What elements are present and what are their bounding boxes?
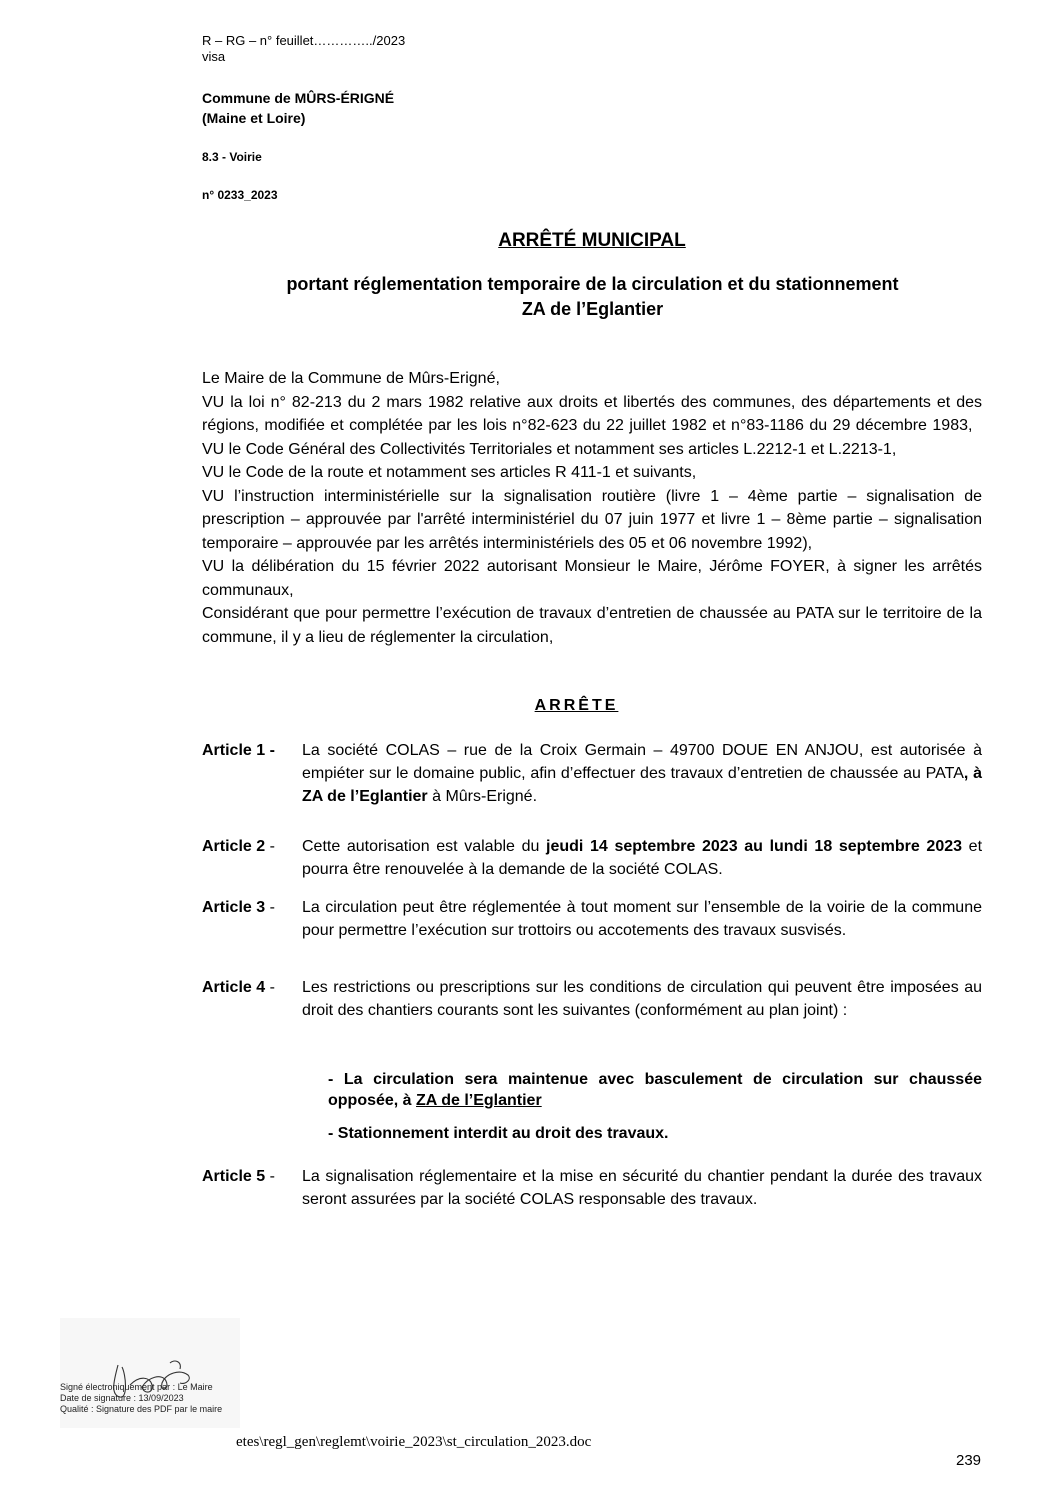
article-2-dates: jeudi 14 septembre 2023 au lundi 18 septembre 2023 [546,838,963,855]
preamble-line: VU la délibération du 15 février 2022 autorisant Monsieur le Maire, Jérôme FOYER, à signer les arrêtés communaux, [202,558,982,599]
category-label: 8.3 - Voirie [202,150,262,164]
article-2-dash: - [265,838,275,855]
article-5-text: La signalisation réglementaire et la mise en sécurité du chantier pendant la durée des travaux seront assurées par la société COLAS responsable des travaux. [302,1168,982,1208]
preamble [202,367,982,649]
article-4-text: Les restrictions ou prescriptions sur les conditions de circulation qui peuvent être imposées au droit des chantiers courants sont les suivantes (conformément au plan joint) : [302,979,982,1019]
commune-name: Commune de MÛRS-ÉRIGNÉ [202,90,395,106]
article-1-label: Article 1 - [202,742,275,759]
article-3-text: La circulation peut être réglementée à tout moment sur l’ensemble de la voirie de la commune pour permettre l’exécution sur trottoirs ou accotements des travaux susvisés. [302,899,982,939]
subtitle-line-2: ZA de l’Eglantier [521,299,664,319]
article-3-label-text: Article 3 [202,899,266,916]
bullet-1-location: ZA de l’Eglantier [416,1092,542,1109]
preamble-line: VU la loi n° 82-213 du 2 mars 1982 relative aux droits et libertés des communes, des départements et des régions, modifiée et complétée par les lois n°82-623 du 22 juillet 1982 et n°83-1186 du 29 décembre 1983, [202,393,982,434]
preamble-line: Le Maire de la Commune de Mûrs-Erigné, [202,370,500,387]
article-5-label-text: Article 5 [202,1168,266,1185]
signature-date: Date de signature : 13/09/2023 [60,1393,184,1403]
article-2-body: Cette autorisation est valable du [302,838,547,855]
signature-quality: Qualité : Signature des PDF par le maire [60,1404,223,1414]
article-1-location: , à ZA de l’Eglantier [302,765,983,805]
document-file-path: etes\regl_gen\reglemt\voirie_2023\st_circulation_2023.doc [236,1434,592,1450]
article-4-label-text: Article 4 [202,979,266,996]
article-2-body-end: et pourra être renouvelée à la demande de la société COLAS. [302,838,983,878]
article-4-dash: - [265,979,275,996]
article-5-label [202,1165,297,1188]
article-1-text [302,739,982,808]
preamble-line: VU le Code Général des Collectivités Territoriales et notamment ses articles L.2212-1 et L.2213-1, [202,440,897,458]
subtitle-line-1: portant réglementation temporaire de la circulation et du stationnement [286,274,899,294]
commune-department: (Maine et Loire) [202,110,306,126]
article-3-dash: - [265,899,275,916]
bullet-1-text: - La circulation sera maintenue avec basculement de circulation sur chaussée opposée, à [328,1071,982,1109]
article-4-bullet-2: - Stationnement interdit au droit des travaux. [328,1125,669,1142]
article-5-dash: - [265,1168,275,1185]
page-title: ARRÊTÉ MUNICIPAL [498,230,686,251]
article-2-label-text: Article 2 [202,838,266,855]
article-1-body: La société COLAS – rue de la Croix Germain – 49700 DOUE EN ANJOU, est autorisée à empiéter sur le domaine public, afin d’effectuer des travaux d’entretien de chaussée au PATA [302,742,982,782]
preamble-line: Considérant que pour permettre l’exécution de travaux d’entretien de chaussée au PATA sur le territoire de la commune, il y a lieu de réglementer la circulation, [202,605,982,646]
article-4-label [202,976,297,999]
visa-label: visa [202,49,226,64]
article-3-label [202,896,297,919]
article-4-bullet-1 [328,1069,982,1111]
arrete-heading: ARRÊTE [534,697,619,714]
reference-line: R – RG – n° feuillet…………../2023 [202,33,406,48]
article-2-text [302,835,982,881]
signature-signed-by: Signé électroniquement par : Le Maire [60,1382,213,1392]
page-number: 239 [956,1452,982,1469]
electronic-signature-info [60,1382,222,1415]
preamble-line: VU le Code de la route et notamment ses articles R 411-1 et suivants, [202,464,697,481]
article-2-label [202,835,297,858]
article-1-body-end: à Mûrs-Erigné. [427,788,538,805]
preamble-line: VU l’instruction interministérielle sur la signalisation routière (livre 1 – 4ème partie – signalisation de prescription – approuvée par l'arrêté interministériel du 07 juin 1977 et livre 1 – 8ème partie – signalisation temporaire – approuvée par les arrêtés interministériels des 05 et 06 novembre 1992), [202,487,982,552]
decree-number: n° 0233_2023 [202,188,278,202]
